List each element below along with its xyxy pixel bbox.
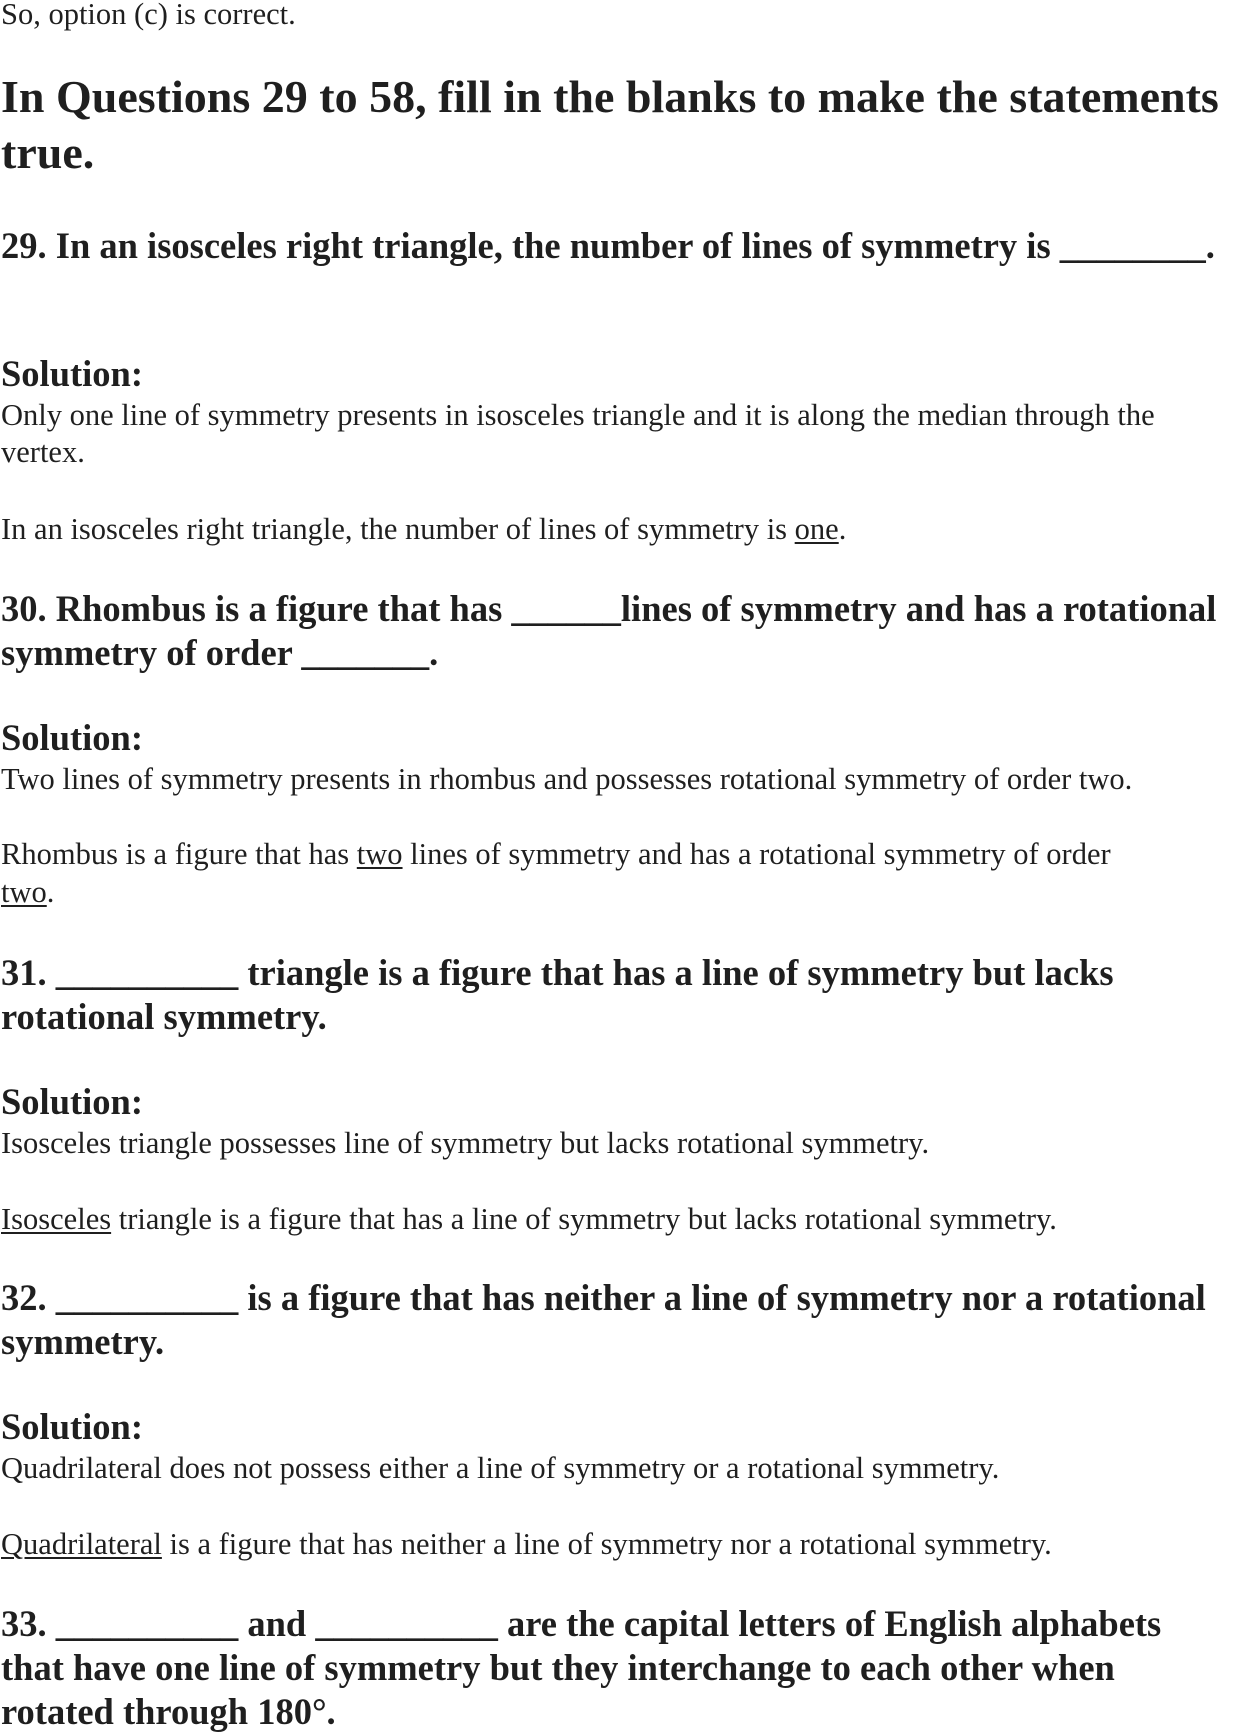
answer-30-blank-2: two	[1, 875, 47, 909]
answer-29-blank: one	[794, 512, 839, 546]
explanation-30: Two lines of symmetry presents in rhombus and possesses rotational symmetry of order two.	[1, 762, 1133, 796]
explanation-29: Only one line of symmetry presents in isosceles triangle and it is along the median through the vertex.	[1, 398, 1155, 469]
solution-label-32: Solution:	[1, 1406, 143, 1447]
answer-31	[1, 1201, 1057, 1238]
answer-29	[1, 511, 846, 548]
solution-label-29: Solution:	[1, 353, 143, 394]
answer-30-end: .	[46, 875, 55, 909]
answer-29-end: .	[838, 512, 847, 546]
question-32: 32. __________ is a figure that has neither a line of symmetry nor a rotational symmetry.	[1, 1277, 1206, 1362]
answer-31-blank: Isosceles	[1, 1202, 112, 1236]
answer-32-blank: Quadrilateral	[1, 1527, 162, 1561]
answer-31-text: triangle is a figure that has a line of symmetry but lacks rotational symmetry.	[111, 1202, 1057, 1236]
answer-30-text: Rhombus is a figure that has	[1, 837, 357, 871]
solution-label-31: Solution:	[1, 1081, 143, 1122]
question-30: 30. Rhombus is a figure that has ______lines of symmetry and has a rotational symmetry of order _______.	[1, 588, 1217, 673]
answer-30-blank-1: two	[356, 837, 403, 871]
answer-32-text: is a figure that has neither a line of symmetry nor a rotational symmetry.	[161, 1527, 1052, 1561]
section-heading: In Questions 29 to 58, fill in the blanks to make the statements true.	[1, 71, 1219, 178]
answer-32	[1, 1526, 1052, 1563]
intro-text: So, option (c) is correct.	[1, 0, 296, 31]
answer-30-line2	[1, 874, 54, 911]
answer-29-text: In an isosceles right triangle, the number of lines of symmetry is	[1, 512, 795, 546]
explanation-32: Quadrilateral does not possess either a line of symmetry or a rotational symmetry.	[1, 1451, 1000, 1485]
question-33: 33. __________ and __________ are the capital letters of English alphabets that have one line of symmetry but they interchange to each other when rotated through 180°.	[1, 1603, 1162, 1732]
solution-label-30: Solution:	[1, 717, 143, 758]
explanation-31: Isosceles triangle possesses line of symmetry but lacks rotational symmetry.	[1, 1126, 930, 1160]
answer-30-line1	[1, 836, 1111, 873]
answer-30-text-2: lines of symmetry and has a rotational symmetry of order	[402, 837, 1111, 871]
question-29: 29. In an isosceles right triangle, the number of lines of symmetry is ________.	[1, 225, 1215, 266]
question-31: 31. __________ triangle is a figure that has a line of symmetry but lacks rotational symmetry.	[1, 952, 1114, 1037]
